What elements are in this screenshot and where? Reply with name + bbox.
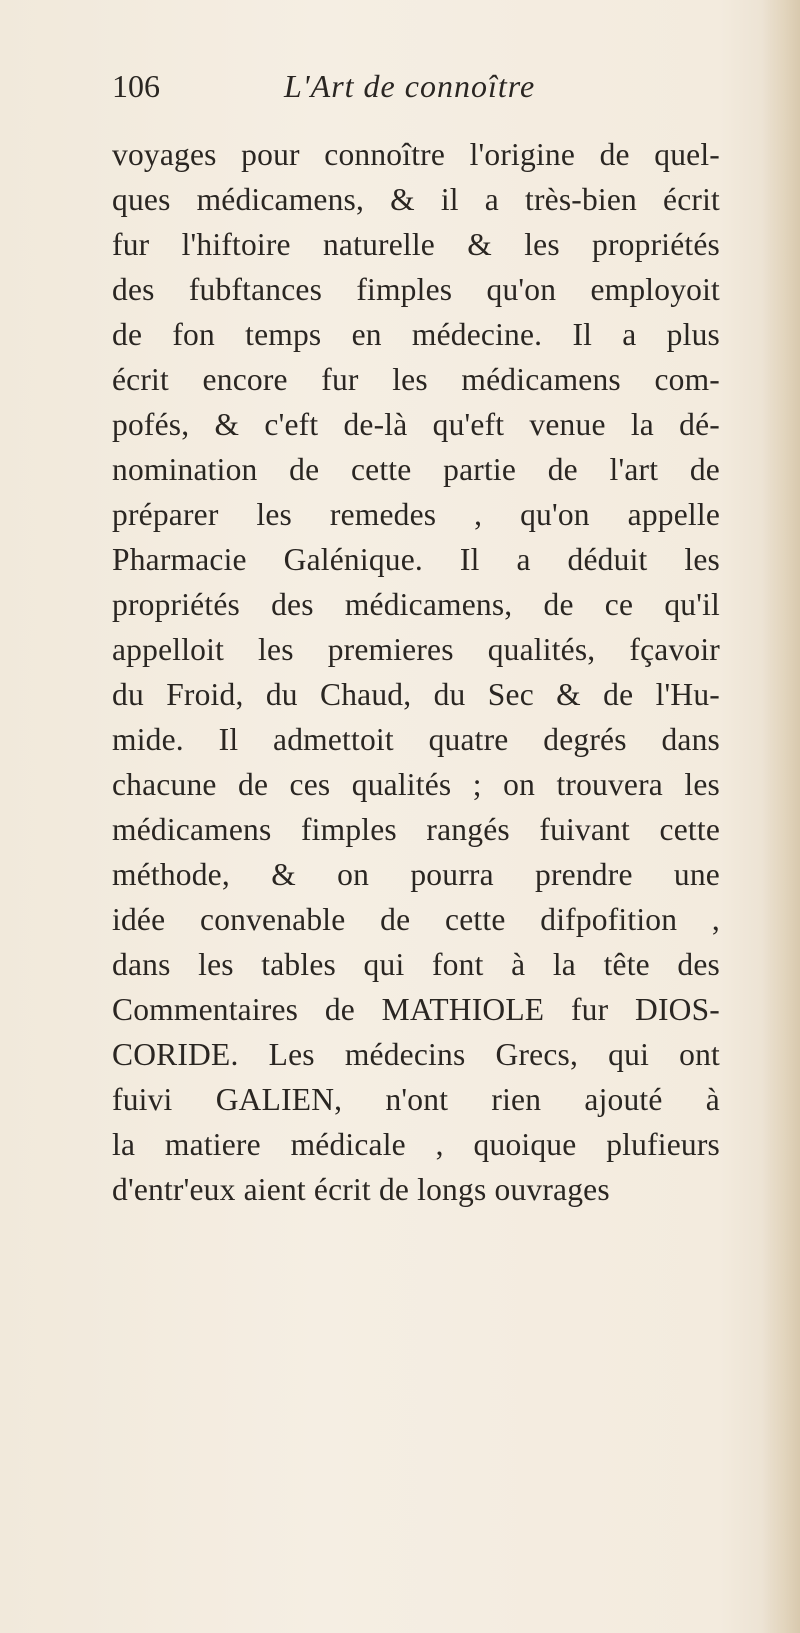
- text-line: des fubftances fimples qu'on employoit: [112, 272, 720, 307]
- page-header: [112, 68, 632, 118]
- text-line: la matiere médicale , quoique plufieurs: [112, 1127, 720, 1162]
- page-number: 106: [112, 68, 160, 104]
- text-line: voyages pour connoître l'origine de quel-: [112, 137, 720, 172]
- text-line: dans les tables qui font à la tête des: [112, 947, 720, 982]
- text-line: fur l'hiftoire naturelle & les propriétés: [112, 227, 720, 262]
- running-title: L'Art de connoître: [284, 68, 536, 104]
- text-line: préparer les remedes , qu'on appelle: [112, 497, 720, 532]
- text-line: Commentaires de MATHIOLE fur DIOS-: [112, 992, 720, 1027]
- text-line: méthode, & on pourra prendre une: [112, 857, 720, 892]
- text-line: d'entr'eux aient écrit de longs ouvrages: [112, 1172, 610, 1207]
- text-line: CORIDE. Les médecins Grecs, qui ont: [112, 1037, 720, 1072]
- text-line: appelloit les premieres qualités, fçavoir: [112, 632, 720, 667]
- text-line: fuivi GALIEN, n'ont rien ajouté à: [112, 1082, 720, 1117]
- text-line: de fon temps en médecine. Il a plus: [112, 317, 720, 352]
- text-line: médicamens fimples rangés fuivant cette: [112, 812, 720, 847]
- text-line: Pharmacie Galénique. Il a déduit les: [112, 542, 720, 577]
- text-line: nomination de cette partie de l'art de: [112, 452, 720, 487]
- text-line: idée convenable de cette difpofition ,: [112, 902, 720, 937]
- page-edge-shadow: [762, 0, 800, 1633]
- text-line: pofés, & c'eft de-là qu'eft venue la dé-: [112, 407, 720, 442]
- body-text: [112, 132, 720, 1212]
- text-line: chacune de ces qualités ; on trouvera les: [112, 767, 720, 802]
- text-line: mide. Il admettoit quatre degrés dans: [112, 722, 720, 757]
- text-line: écrit encore fur les médicamens com-: [112, 362, 720, 397]
- text-line: propriétés des médicamens, de ce qu'il: [112, 587, 720, 622]
- text-line: du Froid, du Chaud, du Sec & de l'Hu-: [112, 677, 720, 712]
- text-line: ques médicamens, & il a très-bien écrit: [112, 182, 720, 217]
